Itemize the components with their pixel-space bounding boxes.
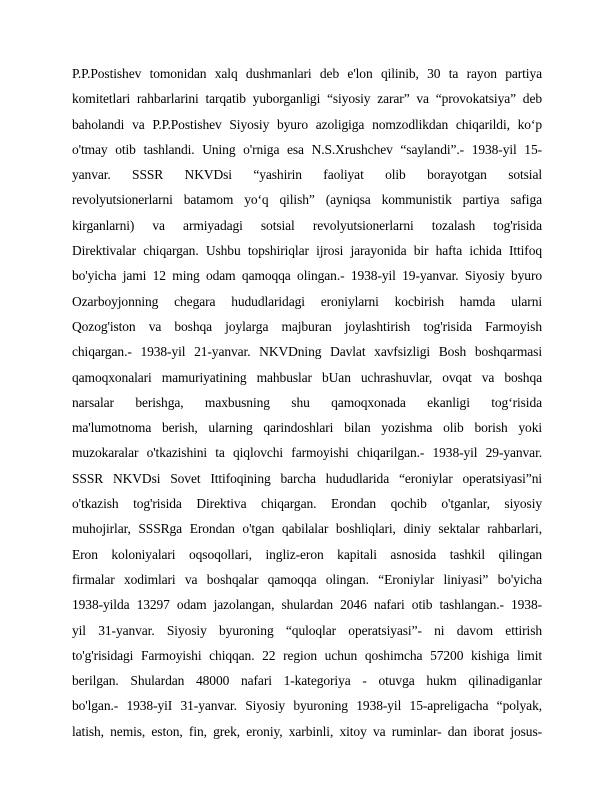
- text-line: kirganlarni) va armiyadagi sotsial revolyutsionerlarni tozalash tog'risida: [72, 217, 542, 233]
- text-line: komitetlari rahbarlarini tarqatib yuborganligi “siyosiy zarar” va “provokatsiya” deb: [72, 91, 542, 107]
- text-line: ma'lumotnoma berish, ularning qarindoshlari bilan yozishma olib borish yoki: [72, 420, 542, 436]
- text-line: berilgan. Shulardan 48000 nafari 1-kategoriya - otuvga hukm qilinadiganlar: [72, 673, 542, 689]
- text-line: muzokaralar o'tkazishini ta qiqlovchi farmoyishi chiqarilgan.- 1938-yil 29-yanvar.: [72, 445, 542, 461]
- text-line: o'tmay otib tashlandi. Uning o'rniga esa N.S.Xrushchev “saylandi”.- 1938-yil 15-: [72, 141, 542, 157]
- text-line: Ozarboyjonning chegara hududlaridagi eroniylarni kocbirish hamda ularni: [72, 293, 542, 309]
- text-line: baholandi va P.P.Postishev Siyosiy byuro azoligiga nomzodlikdan chiqarildi, ko‘p: [72, 116, 542, 132]
- text-line: SSSR NKVDsi Sovet Ittifoqining barcha hududlarida “eroniylar operatsiyasi”ni: [72, 470, 542, 486]
- text-line: revolyutsionerlarni batamom yo‘q qilish” (ayniqsa kommunistik partiya safiga: [72, 192, 542, 208]
- text-line: to'g'risidagi Farmoyishi chiqqan. 22 region uchun qoshimcha 57200 kishiga limit: [72, 647, 542, 663]
- text-line: qamoqxonalari mamuriyatining mahbuslar bUan uchrashuvlar, ovqat va boshqa: [72, 369, 542, 385]
- text-line: 1938-yilda 13297 odam jazolangan, shulardan 2046 nafari otib tashlangan.- 1938-: [72, 597, 542, 613]
- text-line: Qozog'iston va boshqa joylarga majburan joylashtirish tog'risida Farmoyish: [72, 318, 542, 334]
- text-line: P.P.Postishev tomonidan xalq dushmanlari deb e'lon qilinib, 30 ta rayon partiya: [72, 66, 542, 81]
- text-line: bo'lgan.- 1938-yiI 31-yanvar. Siyosiy byuroning 1938-yil 15-apreligacha “polyak,: [72, 698, 542, 714]
- text-line: chiqargan.- 1938-yil 21-yanvar. NKVDning Davlat xavfsizligi Bosh boshqarmasi: [72, 344, 542, 360]
- text-line: Direktivalar chiqargan. Ushbu topshiriqlar ijrosi jarayonida bir hafta ichida Ittifoq: [72, 243, 542, 259]
- text-line: Eron koloniyalari oqsoqollari, ingliz-eron kapitali asnosida tashkil qilingan: [72, 546, 542, 562]
- text-line: yanvar. SSSR NKVDsi “yashirin faoliyat olib borayotgan sotsial: [72, 167, 542, 183]
- text-line: yil 31-yanvar. Siyosiy byuroning “quloqlar operatsiyasi”- ni davom ettirish: [72, 622, 542, 638]
- text-line: bo'yicha jami 12 ming odam qamoqqa olingan.- 1938-yil 19-yanvar. Siyosiy byuro: [72, 268, 542, 284]
- text-line: o'tkazish tog'risida Direktiva chiqargan. Erondan qochib o'tganlar, siyosiy: [72, 496, 542, 512]
- text-line: latish, nemis, eston, fin, grek, eroniy, xarbinli, xitoy va ruminlar- dan iborat josus-: [72, 723, 542, 739]
- text-line: muhojirlar, SSSRga Erondan o'tgan qabilalar boshliqlari, diniy sektalar rahbarlari,: [72, 521, 542, 537]
- text-line: narsalar berishga, maxbusning shu qamoqxonada ekanligi tog‘risida: [72, 394, 542, 410]
- document-body: [72, 61, 542, 744]
- text-line: firmalar xodimlari va boshqalar qamoqqa olingan. “Eroniylar liniyasi” bo'yicha: [72, 571, 542, 587]
